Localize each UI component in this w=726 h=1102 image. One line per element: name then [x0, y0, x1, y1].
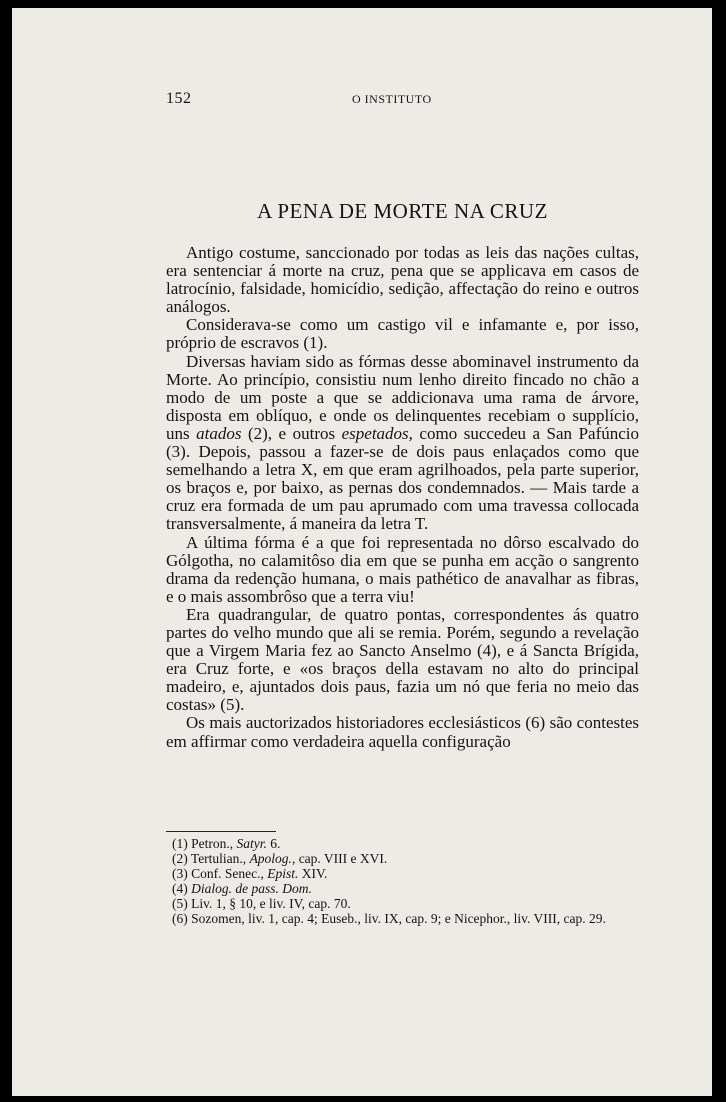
footnote-divider [166, 831, 276, 832]
paragraph: Diversas haviam sido as fórmas desse abominavel instrumento da Morte. Ao princípio, consistiu num lenho direito fincado no chão a modo de um poste a que se addicionava uma rama de árvore, disposta em oblíquo, e onde os delinquentes recebiam o supplício, uns atados (2), e outros espetados, como succedeu a San Pafúncio (3). Depois, passou a fazer-se de dois paus enlaçados como que semelhando a letra X, em que eram agrilhoados, pela parte superior, os braços e, por baixo, as pernas dos condemnados. — Mais tarde a cruz era formada de um pau aprumado com uma travessa collocada transversalmente, á maneira da letra T. [166, 351, 639, 534]
footnote: (1) Petron., Satyr. 6. [172, 836, 281, 851]
article-title: A PENA DE MORTE NA CRUZ [257, 199, 548, 223]
footnote: (4) Dialog. de pass. Dom. [172, 881, 312, 896]
running-head: O INSTITUTO [352, 92, 432, 106]
paragraph: Os mais auctorizados historiadores ecclesiásticos (6) são contestes em affirmar como verdadeira aquella configuração [166, 713, 639, 751]
paragraph: Era quadrangular, de quatro pontas, correspondentes ás quatro partes do velho mundo que ali se remia. Porém, segundo a revelação que a Virgem Maria fez ao Sancto Anselmo (4), e á Sancta Brígida, era Cruz forte, e «os braços della estavam no alto do principal madeiro, e, ajuntados dois paus, fazia um nó que feria no meio das costas» (5). [166, 604, 639, 715]
book-page [12, 8, 712, 1096]
paragraph: A última fórma é a que foi representada no dôrso escalvado do Gólgotha, no calamitôso dia em que se punha em acção o sangrento drama da redenção humana, o mais pathético de anavalhar as fibras, e o mais assombrôso que a terra viu! [166, 532, 639, 606]
footnotes [158, 836, 643, 926]
page-number: 152 [166, 90, 192, 107]
footnote: (6) Sozomen, liv. 1, cap. 4; Euseb., liv. IX, cap. 9; e Nicephor., liv. VIII, cap. 29. [172, 911, 606, 926]
footnote: (2) Tertulian., Apolog., cap. VIII e XVI. [172, 851, 388, 866]
paragraph: Antigo costume, sanccionado por todas as leis das nações cultas, era sentenciar á morte na cruz, pena que se applicava em casos de latrocínio, falsidade, homicídio, sedição, affectação do reino e outros análogos. [166, 243, 639, 317]
footnote: (3) Conf. Senec., Epist. XIV. [172, 866, 328, 881]
footnote: (5) Liv. 1, § 10, e liv. IV, cap. 70. [172, 896, 351, 911]
article-body [166, 244, 639, 751]
paragraph: Considerava-se como um castigo vil e infamante e, por isso, próprio de escravos (1). [166, 315, 639, 353]
